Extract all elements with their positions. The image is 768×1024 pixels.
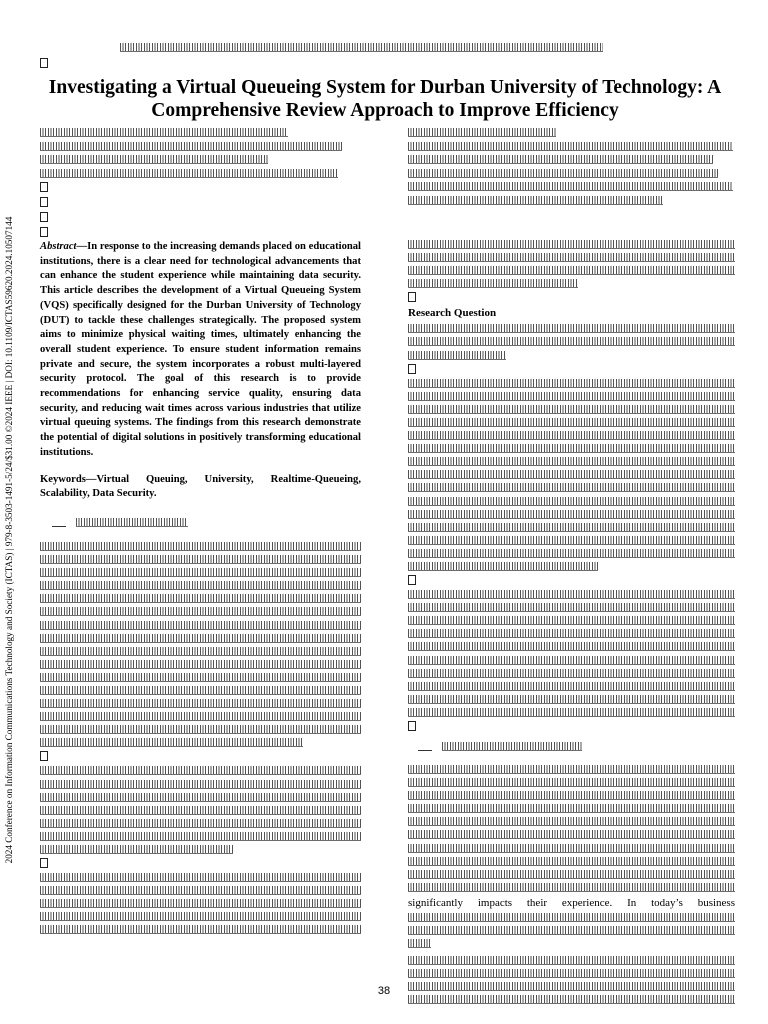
doi-sidebar-text: 2024 Conference on Information Communications Technology and Society (ICTAS) | 979-8-3503-1491-5/24/$31.00 ©2024 IEEE | DOI: 10.1109/ICTAS59620.2024.10507144	[4, 216, 14, 864]
paragraph-fragment: significantly impacts their experience. In today’s business	[408, 896, 735, 909]
section-two-heading	[418, 741, 735, 751]
paragraph-break	[408, 721, 416, 731]
right-paragraph-4-tail	[408, 913, 735, 948]
keywords: Keywords—Virtual Queuing, University, Realtime-Queueing, Scalability, Data Security.	[40, 473, 361, 500]
section-introduction-heading	[52, 518, 361, 528]
conference-header-line	[120, 43, 603, 52]
intro-paragraph-1	[40, 542, 361, 747]
research-question-text	[408, 324, 735, 359]
author-block-right	[408, 128, 735, 209]
paragraph-break	[408, 292, 416, 302]
right-paragraph-3	[408, 590, 735, 717]
paragraph-break	[40, 751, 48, 761]
research-question-heading: Research Question	[408, 307, 497, 320]
intro-paragraph-2	[40, 766, 361, 854]
left-column	[40, 240, 361, 939]
right-paragraph-2	[408, 379, 735, 571]
author-block-left	[40, 128, 345, 242]
abstract-label: Abstract	[40, 241, 77, 252]
page-number: 38	[377, 985, 391, 997]
paper-title: Investigating a Virtual Queueing System for Durban University of Technology: A Comprehensive Review Approach to Improve Efficiency	[48, 77, 722, 121]
right-paragraph-1	[408, 240, 735, 288]
doi-sidebar	[0, 216, 20, 864]
paragraph-break	[408, 575, 416, 585]
abstract	[40, 240, 361, 461]
intro-paragraph-3	[40, 873, 361, 934]
right-paragraph-4	[408, 765, 735, 892]
right-column	[408, 240, 735, 1009]
header-mark	[40, 56, 48, 73]
paragraph-break	[408, 364, 416, 374]
paragraph-break	[40, 858, 48, 868]
right-paragraph-5	[408, 956, 735, 1004]
abstract-body: —In response to the increasing demands placed on educational institutions, there is a clear need for technological advancements that can enhance the student experience while maintaining data security. This article describes the development of a Virtual Queueing System (VQS) specifically designed for the Durban University of Technology (DUT) to tackle these challenges strategically. The proposed system aims to minimize physical waiting times, ultimately enhancing the overall student experience. To ensure student information remains private and secure, the system incorporates a robust multi-layered security protocol. The goal of this research is to provide recommendations for enhancing service quality, ensuring data security, and reducing wait times across various industries that utilize virtual queuing systems. The findings from this research demonstrate the potential of digital solutions in positively transforming educational institutions.	[40, 241, 361, 458]
